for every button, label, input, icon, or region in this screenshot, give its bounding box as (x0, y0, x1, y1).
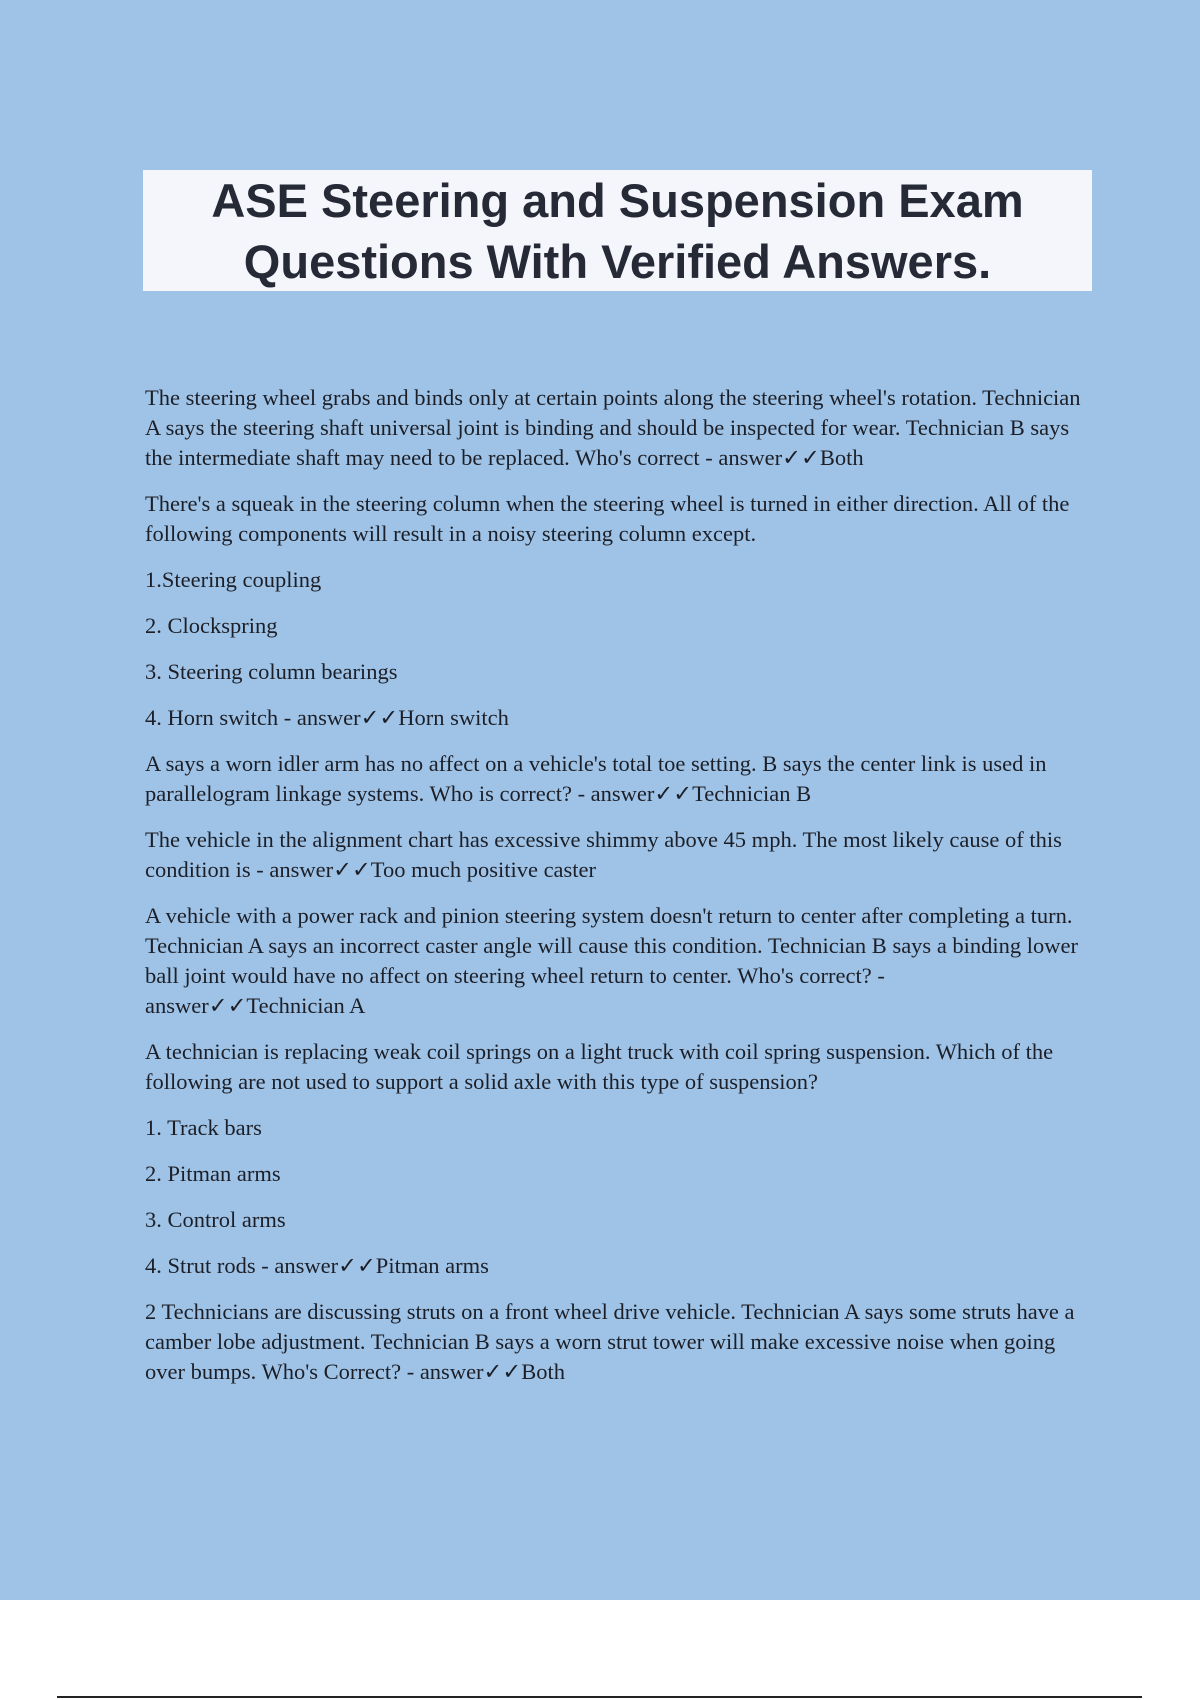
title-line-2: Questions With Verified Answers. (243, 234, 992, 288)
question-2-option-3: 3. Steering column bearings (145, 659, 398, 684)
question-1: The steering wheel grabs and binds only at certain points along the steering wheel's rotation. Technician A says the steering shaft universal joint is binding and should be inspected for wear. Technician B says the intermediate shaft may need to be replaced. Who's correct - answer✓✓Both (145, 385, 1081, 470)
question-6-option-1: 1. Track bars (145, 1115, 262, 1140)
question-5: A vehicle with a power rack and pinion steering system doesn't return to center after completing a turn. Technician A says an incorrect caster angle will cause this condition. Technician B says a binding lower ball joint would have no affect on steering wheel return to center. Who's correct? - answer✓✓Technician A (145, 903, 1079, 1018)
question-6-option-2: 2. Pitman arms (145, 1161, 281, 1186)
question-6-option-3: 3. Control arms (145, 1207, 286, 1232)
page-title (191, 170, 1043, 292)
question-6-option-4: 4. Strut rods - answer✓✓Pitman arms (145, 1253, 489, 1278)
title-box (143, 170, 1092, 291)
title-line-1: ASE Steering and Suspension Exam (211, 173, 1024, 227)
question-3: A says a worn idler arm has no affect on a vehicle's total toe setting. B says the center link is used in parallelogram linkage systems. Who is correct? - answer✓✓Technician B (145, 751, 1047, 806)
question-6: A technician is replacing weak coil springs on a light truck with coil spring suspension. Which of the following are not used to support a solid axle with this type of suspension? (145, 1039, 1054, 1094)
question-2-option-4: 4. Horn switch - answer✓✓Horn switch (145, 705, 509, 730)
question-2-option-1: 1.Steering coupling (145, 567, 322, 592)
footer-divider (57, 1696, 1142, 1698)
question-7: 2 Technicians are discussing struts on a front wheel drive vehicle. Technician A says some struts have a camber lobe adjustment. Technician B says a worn strut tower will make excessive noise when going over bumps. Who's Correct? - answer✓✓Both (145, 1299, 1075, 1384)
question-2: There's a squeak in the steering column when the steering wheel is turned in either direction. All of the following components will result in a noisy steering column except. (145, 491, 1070, 546)
document-body (145, 383, 1090, 1403)
question-4: The vehicle in the alignment chart has excessive shimmy above 45 mph. The most likely cause of this condition is - answer✓✓Too much positive caster (145, 827, 1062, 882)
question-2-option-2: 2. Clockspring (145, 613, 278, 638)
